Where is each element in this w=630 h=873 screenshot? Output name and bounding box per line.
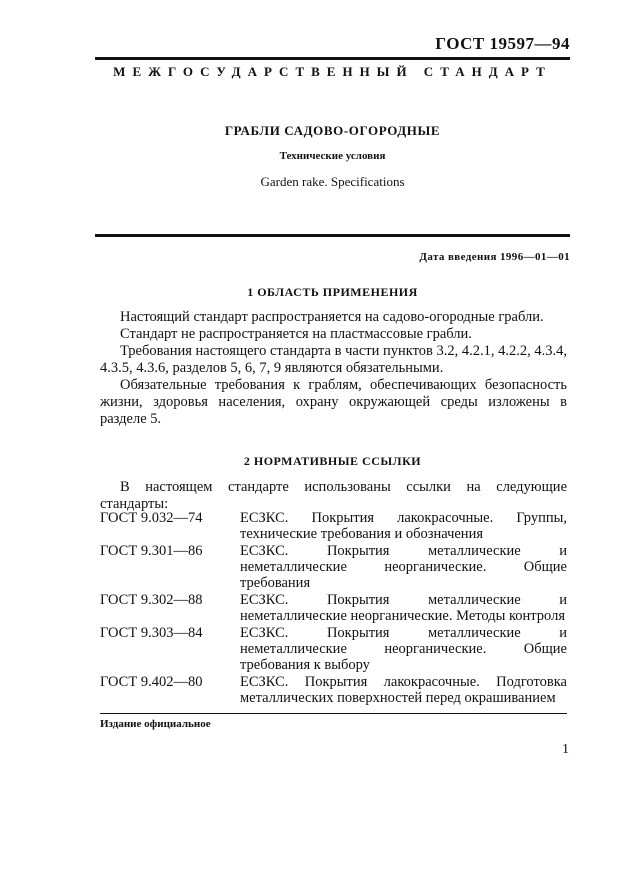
standard-type: МЕЖГОСУДАРСТВЕННЫЙ СТАНДАРТ (113, 64, 552, 79)
page-number: 1 (562, 742, 569, 757)
reference-title: ЕСЗКС. Покрытия металлические и неметаллические неорганические. Методы контроля (240, 592, 567, 624)
header-rule (95, 57, 570, 60)
references-list (100, 510, 567, 707)
paragraph: Требования настоящего стандарта в части пунктов 3.2, 4.2.1, 4.2.2, 4.3.4, 4.3.5, 4.3.6, разделов 5, 6, 7, 9 являются обязательными. (100, 343, 567, 376)
reference-code: ГОСТ 9.032—74 (100, 510, 203, 526)
reference-title: ЕСЗКС. Покрытия металлические и неметаллические неорганические. Общие требования (240, 543, 567, 591)
paragraph: В настоящем стандарте использованы ссылки на следующие стандарты: (100, 479, 567, 512)
section-1-body (100, 309, 567, 428)
reference-item (100, 625, 567, 673)
reference-code: ГОСТ 9.402—80 (100, 674, 203, 690)
intro-date: Дата введения 1996—01—01 (419, 251, 570, 263)
reference-title: ЕСЗКС. Покрытия лакокрасочные. Группы, технические требования и обозначения (240, 510, 567, 542)
reference-item (100, 543, 567, 591)
gost-number: ГОСТ 19597—94 (435, 34, 570, 53)
reference-code: ГОСТ 9.303—84 (100, 625, 203, 641)
document-subtitle: Технические условия (279, 150, 386, 162)
reference-code: ГОСТ 9.302—88 (100, 592, 203, 608)
reference-item (100, 592, 567, 624)
section-2-heading: 2 НОРМАТИВНЫЕ ССЫЛКИ (243, 454, 422, 468)
paragraph: Настоящий стандарт распространяется на садово-огородные грабли. (120, 309, 544, 325)
section-2-intro (100, 479, 567, 513)
document-title: ГРАБЛИ САДОВО-ОГОРОДНЫЕ (224, 123, 441, 138)
paragraph: Стандарт не распространяется на пластмассовые грабли. (120, 326, 472, 342)
reference-title: ЕСЗКС. Покрытия металлические и неметаллические неорганические. Общие требования к выбору (240, 625, 567, 673)
title-rule (95, 234, 570, 237)
paragraph: Обязательные требования к граблям, обеспечивающих безопасность жизни, здоровья населения, охрану окружающей среды изложены в разделе 5. (100, 377, 567, 427)
reference-code: ГОСТ 9.301—86 (100, 543, 203, 559)
reference-item (100, 674, 567, 706)
reference-title: ЕСЗКС. Покрытия лакокрасочные. Подготовка металлических поверхностей перед окрашиванием (240, 674, 567, 706)
section-1-heading: 1 ОБЛАСТЬ ПРИМЕНЕНИЯ (247, 285, 418, 299)
edition-note: Издание официальное (100, 718, 211, 730)
reference-item (100, 510, 567, 542)
footer-rule (100, 713, 567, 714)
english-title: Garden rake. Specifications (260, 174, 405, 189)
